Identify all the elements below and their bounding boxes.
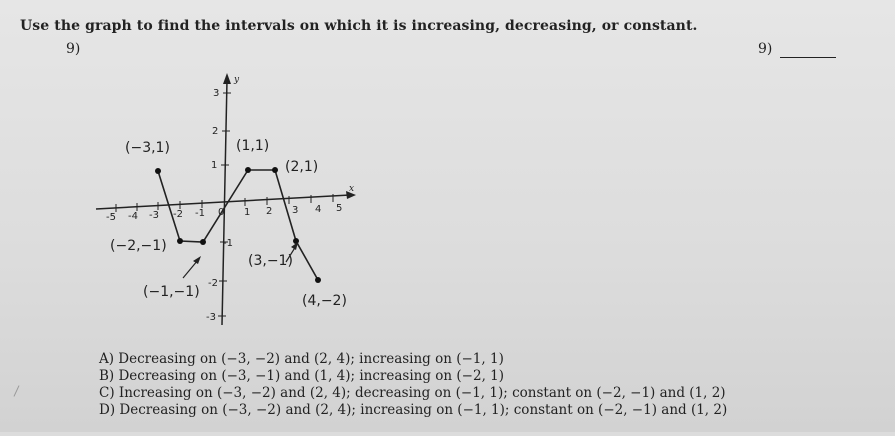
y-tick-label: 2 bbox=[212, 126, 219, 137]
graph-points bbox=[155, 167, 321, 283]
point-3-neg1 bbox=[293, 238, 299, 244]
point-neg3-1 bbox=[155, 168, 161, 174]
point-neg1-neg1 bbox=[200, 239, 206, 245]
x-tick-label: 1 bbox=[244, 207, 251, 218]
y-axis-label: y bbox=[234, 75, 240, 85]
answer-number: 9) bbox=[758, 41, 773, 57]
point-label: (−3,1) bbox=[125, 140, 170, 156]
x-tick-label: 3 bbox=[292, 205, 299, 216]
x-tick-label: 4 bbox=[315, 204, 322, 215]
choice-c[interactable]: C) Increasing on (−3, −2) and (2, 4); decreasing on (−1, 1); constant on (−2, −1) and (1, 2) bbox=[99, 385, 726, 401]
point-label: (−1,−1) bbox=[143, 284, 200, 300]
point-label: (1,1) bbox=[236, 138, 270, 154]
pointer-arrow-neg1-neg1 bbox=[183, 260, 198, 278]
choice-a[interactable]: A) Decreasing on (−3, −2) and (2, 4); increasing on (−1, 1) bbox=[99, 351, 504, 367]
choice-d[interactable]: D) Decreasing on (−3, −2) and (2, 4); increasing on (−1, 1); constant on (−2, −1) and (1, 2) bbox=[99, 402, 728, 418]
x-tick-label: 5 bbox=[336, 203, 343, 214]
y-tick-label: -2 bbox=[208, 278, 218, 289]
x-axis-label: x bbox=[349, 184, 355, 194]
point-label: (4,−2) bbox=[302, 293, 347, 309]
function-graph-line bbox=[158, 170, 318, 280]
point-4-neg2 bbox=[315, 277, 321, 283]
point-2-1 bbox=[272, 167, 278, 173]
x-tick-label: -5 bbox=[106, 212, 116, 223]
point-label: (3,−1) bbox=[248, 253, 293, 269]
answer-choices bbox=[99, 351, 727, 419]
point-1-1 bbox=[245, 167, 251, 173]
point-label: (2,1) bbox=[285, 159, 319, 175]
x-tick-label: 2 bbox=[266, 206, 273, 217]
point-labels bbox=[110, 138, 347, 309]
y-axis-arrow bbox=[223, 73, 231, 84]
choice-b[interactable]: B) Decreasing on (−3, −1) and (1, 4); increasing on (−2, 1) bbox=[99, 368, 505, 384]
instructions-text: Use the graph to find the intervals on which it is increasing, decreasing, or constant. bbox=[20, 18, 698, 34]
y-tick-labels bbox=[206, 88, 233, 323]
x-tick-label: 0 bbox=[218, 207, 225, 218]
y-tick-label: 1 bbox=[211, 160, 218, 171]
y-tick-label: -3 bbox=[206, 312, 216, 323]
point-neg2-neg1 bbox=[177, 238, 183, 244]
x-tick-label: -2 bbox=[173, 209, 183, 220]
x-tick-label: -3 bbox=[149, 210, 159, 221]
x-tick-label: -1 bbox=[195, 208, 205, 219]
y-tick-label: -1 bbox=[223, 238, 233, 249]
point-label: (−2,−1) bbox=[110, 238, 167, 254]
x-tick-label: -4 bbox=[128, 211, 138, 222]
question-number: 9) bbox=[66, 41, 81, 57]
y-tick-label: 3 bbox=[213, 88, 220, 99]
